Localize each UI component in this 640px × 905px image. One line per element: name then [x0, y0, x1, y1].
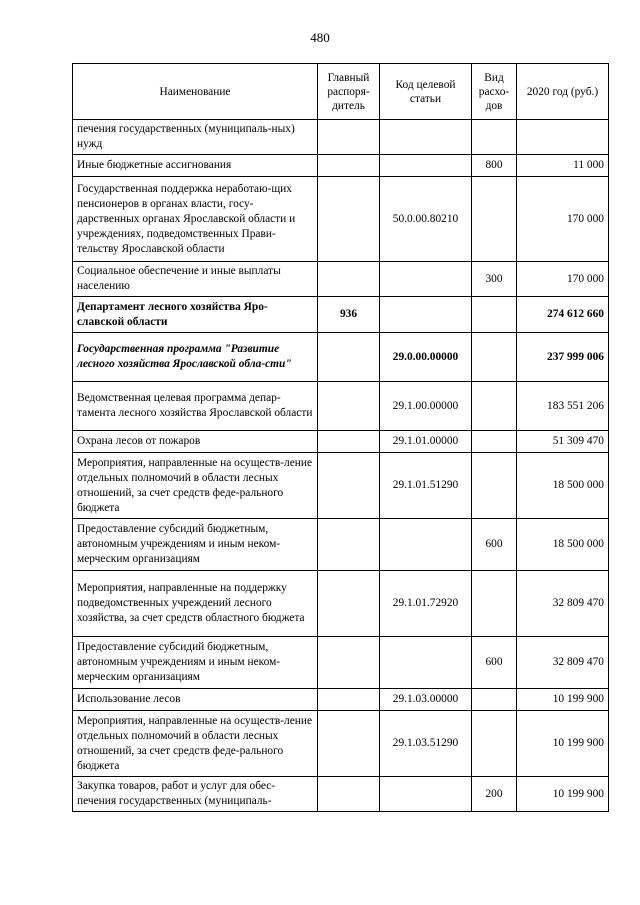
- row-name: Государственная поддержка неработаю-щих пенсионеров в органах власти, госу-дарственных органах Ярославской области и учреждениях, подведомственных Прави-тельству Ярославской области: [73, 177, 318, 262]
- row-code: [380, 155, 472, 177]
- row-admin: [318, 777, 380, 812]
- row-code: [380, 262, 472, 297]
- row-type: [472, 177, 517, 262]
- row-admin: [318, 155, 380, 177]
- row-code: 29.1.01.72920: [380, 571, 472, 637]
- table-row: [73, 431, 609, 453]
- row-type: 300: [472, 262, 517, 297]
- row-code: 29.1.00.00000: [380, 382, 472, 431]
- row-amount: 183 551 206: [517, 382, 609, 431]
- row-admin: [318, 637, 380, 689]
- row-type: [472, 297, 517, 333]
- row-amount: 11 000: [517, 155, 609, 177]
- row-amount: 10 199 900: [517, 689, 609, 711]
- row-type: [472, 571, 517, 637]
- row-code: 29.1.01.51290: [380, 453, 472, 519]
- row-type: 600: [472, 637, 517, 689]
- row-name: Ведомственная целевая программа депар-тамента лесного хозяйства Ярославской области: [73, 382, 318, 431]
- row-amount: 10 199 900: [517, 777, 609, 812]
- table-row: [73, 519, 609, 571]
- table-row: [73, 177, 609, 262]
- row-name: Использование лесов: [73, 689, 318, 711]
- row-code: 29.1.01.00000: [380, 431, 472, 453]
- row-name: Социальное обеспечение и иные выплаты населению: [73, 262, 318, 297]
- row-amount: 170 000: [517, 262, 609, 297]
- row-name: Закупка товаров, работ и услуг для обес-печения государственных (муниципаль-: [73, 777, 318, 812]
- row-name: Предоставление субсидий бюджетным, автономным учреждениям и иным неком-мерческим организациям: [73, 637, 318, 689]
- row-amount: 18 500 000: [517, 519, 609, 571]
- row-admin: [318, 431, 380, 453]
- table-row: [73, 637, 609, 689]
- table-row: [73, 711, 609, 777]
- row-code: [380, 297, 472, 333]
- header-type: Вид расхо-дов: [472, 64, 517, 120]
- row-code: [380, 120, 472, 155]
- table-row: [73, 689, 609, 711]
- row-code: 29.0.00.00000: [380, 333, 472, 382]
- row-name: Мероприятия, направленные на осуществ-ление отдельных полномочий в области лесных отношений, за счет средств феде-рального бюджета: [73, 453, 318, 519]
- header-code: Код целевой статьи: [380, 64, 472, 120]
- table-row: [73, 571, 609, 637]
- row-type: [472, 382, 517, 431]
- row-type: [472, 333, 517, 382]
- table-row: [73, 453, 609, 519]
- row-name: Иные бюджетные ассигнования: [73, 155, 318, 177]
- row-amount: 32 809 470: [517, 571, 609, 637]
- table-row: [73, 262, 609, 297]
- row-amount: 18 500 000: [517, 453, 609, 519]
- row-amount: [517, 120, 609, 155]
- row-code: 29.1.03.00000: [380, 689, 472, 711]
- row-admin: 936: [318, 297, 380, 333]
- row-amount: 274 612 660: [517, 297, 609, 333]
- table-row: [73, 777, 609, 812]
- row-admin: [318, 519, 380, 571]
- table-row: [73, 120, 609, 155]
- row-code: [380, 519, 472, 571]
- row-amount: 32 809 470: [517, 637, 609, 689]
- table-row-program: [73, 333, 609, 382]
- row-name: Государственная программа "Развитие лесного хозяйства Ярославской обла-сти": [73, 333, 318, 382]
- row-name: Мероприятия, направленные на поддержку подведомственных учреждений лесного хозяйства, за счет средств областного бюджета: [73, 571, 318, 637]
- row-type: 200: [472, 777, 517, 812]
- row-type: [472, 120, 517, 155]
- row-code: [380, 637, 472, 689]
- row-admin: [318, 177, 380, 262]
- row-admin: [318, 333, 380, 382]
- row-type: [472, 453, 517, 519]
- row-amount: 10 199 900: [517, 711, 609, 777]
- row-admin: [318, 382, 380, 431]
- row-code: [380, 777, 472, 812]
- row-name: Предоставление субсидий бюджетным, автономным учреждениям и иным неком-мерческим организациям: [73, 519, 318, 571]
- budget-table: [72, 63, 609, 812]
- page-number: 480: [310, 30, 330, 45]
- table-row-department: [73, 297, 609, 333]
- table-row: [73, 155, 609, 177]
- row-admin: [318, 120, 380, 155]
- row-amount: 170 000: [517, 177, 609, 262]
- row-type: 600: [472, 519, 517, 571]
- row-type: 800: [472, 155, 517, 177]
- row-name: Охрана лесов от пожаров: [73, 431, 318, 453]
- row-code: 50.0.00.80210: [380, 177, 472, 262]
- row-type: [472, 689, 517, 711]
- row-name: Департамент лесного хозяйства Яро-славской области: [73, 297, 318, 333]
- header-admin: Главный распоря-дитель: [318, 64, 380, 120]
- row-admin: [318, 453, 380, 519]
- row-admin: [318, 689, 380, 711]
- row-admin: [318, 262, 380, 297]
- row-amount: 51 309 470: [517, 431, 609, 453]
- header-name: Наименование: [73, 64, 318, 120]
- table-header-row: [73, 64, 609, 120]
- table-row: [73, 382, 609, 431]
- row-admin: [318, 711, 380, 777]
- row-code: 29.1.03.51290: [380, 711, 472, 777]
- row-amount: 237 999 006: [517, 333, 609, 382]
- row-admin: [318, 571, 380, 637]
- header-amount: 2020 год (руб.): [517, 64, 609, 120]
- row-name: печения государственных (муниципаль-ных) нужд: [73, 120, 318, 155]
- row-type: [472, 711, 517, 777]
- row-type: [472, 431, 517, 453]
- row-name: Мероприятия, направленные на осуществ-ление отдельных полномочий в области лесных отношений, за счет средств феде-рального бюджета: [73, 711, 318, 777]
